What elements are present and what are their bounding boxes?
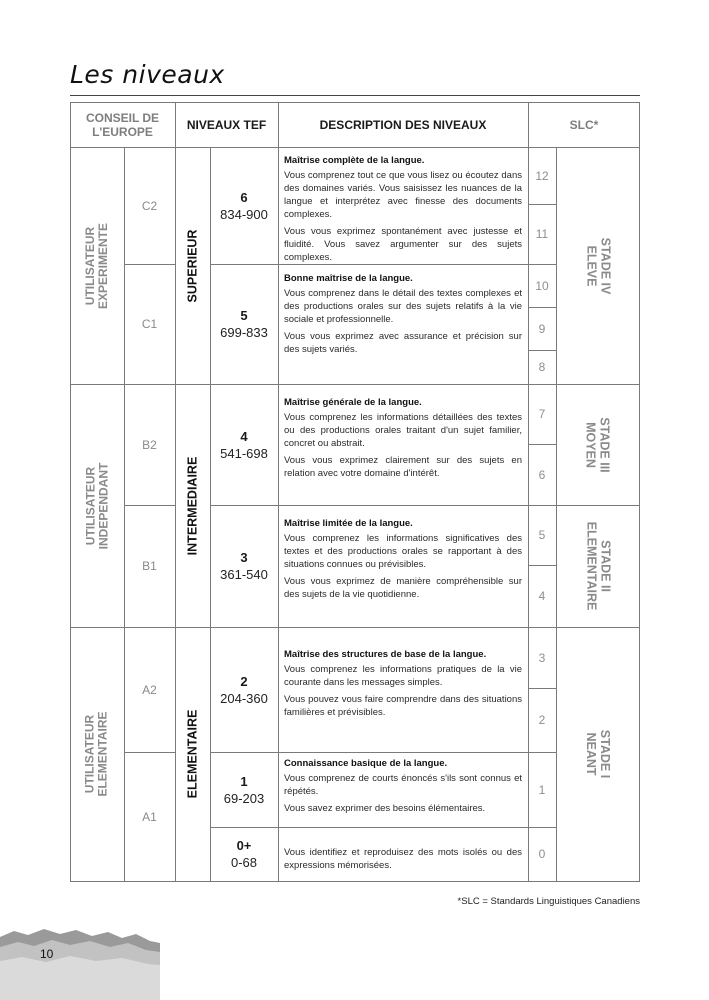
cecr-level-c1: C1 [141,317,158,331]
description-comprehension: Vous comprenez les informations détaillées des textes ou des productions orales traitant d'un sujet familier, concret ou abstrait. [284,412,522,449]
tef-level-number: 4 [240,428,248,444]
tef-score-range: 541-698 [220,445,268,461]
slc-number-7: 7 [538,407,546,421]
torn-paper-decoration [0,925,160,1000]
tef-level-6 [210,147,278,264]
band-superieur: SUPERIEUR [185,229,200,302]
tef-score-range: 69-203 [223,790,265,806]
slc-number-1: 1 [538,782,546,797]
slc-number-5: 5 [538,528,546,542]
title-underline [70,95,640,96]
description-title: Maîtrise limitée de la langue. [284,518,413,529]
description-title: Maîtrise complète de la langue. [284,155,425,166]
description-level-5 [284,272,522,360]
tef-level-2 [210,627,278,752]
slc-number-11: 11 [535,227,549,241]
stade-label: STADE II [598,540,613,592]
description-level-6 [284,154,522,268]
tef-score-range: 0-68 [230,855,258,870]
page-title: Les niveaux [70,60,225,89]
slc-number-8: 8 [538,360,546,374]
page-number: 10 [40,947,54,961]
tef-level-4 [210,384,278,505]
description-comprehension: Vous comprenez tout ce que vous lisez ou écoutez dans des domaines variés. Vous saisissez les nuances de la langue et interprétez avec finesse des documents complexes. [284,170,522,220]
description-expression: Vous vous exprimez spontanément avec justesse et fluidité. Vous savez argumenter sur des sujets complexes. [284,226,522,263]
description-title: Maîtrise des structures de base de la langue. [284,649,487,660]
slc-number-2: 2 [538,713,546,727]
tef-level-0-plus [210,827,278,881]
description-expression: Vous vous exprimez de manière compréhensible sur des sujets de la vie quotidienne. [284,576,522,600]
description-level-2 [284,648,522,723]
tef-level-number: 0+ [236,838,252,853]
stade-name: MOYEN [584,421,598,468]
description-expression: Vous pouvez vous faire comprendre dans des situations familières et prévisibles. [284,694,522,718]
user-independant: UTILISATEUR INDEPENDANT [83,462,111,549]
description-title: Connaissance basique de la langue. [284,758,448,769]
cecr-level-a2: A2 [142,682,157,697]
user-elementaire: UTILISATEUR ELEMENTAIRE [83,711,111,797]
tef-level-number: 5 [240,308,248,323]
slc-number-12: 12 [535,168,549,183]
slc-number-10: 10 [535,278,549,293]
slc-number-9: 9 [538,321,546,336]
levels-table [70,102,640,882]
stade-i [584,730,612,778]
stade-name: ELEVE [583,244,598,286]
description-expression: Vous vous exprimez avec assurance et précision sur des sujets variés. [284,331,522,355]
stade-label: STADE IV [597,237,612,294]
stade-label: STADE III [598,416,612,473]
tef-level-number: 2 [240,673,248,689]
description-comprehension: Vous comprenez les informations pratiques de la vie courante dans les messages simples. [284,664,522,688]
description-level-3 [284,517,522,605]
description-comprehension: Vous identifiez et reproduisez des mots isolés ou des expressions mémorisées. [284,847,522,871]
header-niveaux-tef: NIVEAUX TEF [186,117,267,132]
stade-iv [584,237,612,294]
tef-level-number: 1 [240,773,248,789]
description-comprehension: Vous comprenez les informations significatives des textes et des productions orales se rapportant à des situations connues ou prévisibles. [284,533,522,570]
stade-ii [584,522,612,611]
band-intermediaire: INTERMEDIAIRE [185,456,200,555]
footnote: *SLC = Standards Linguistiques Canadiens [457,896,640,907]
description-comprehension: Vous comprenez dans le détail des textes complexes et des productions orales sur des sujets relatifs à la vie sociale et professionnelle. [284,288,522,325]
description-title: Maîtrise générale de la langue. [284,397,422,408]
slc-number-6: 6 [538,467,546,482]
cecr-level-a1: A1 [142,809,157,824]
tef-score-range: 834-900 [220,206,268,222]
tef-level-number: 3 [240,550,248,565]
tef-level-5 [210,264,278,384]
tef-score-range: 699-833 [220,325,268,340]
tef-score-range: 361-540 [220,567,268,582]
header-slc: SLC* [569,117,599,132]
tef-level-1 [210,752,278,827]
header-description: DESCRIPTION DES NIVEAUX [319,117,487,132]
description-title: Bonne maîtrise de la langue. [284,273,413,284]
stade-name: ELEMENTAIRE [584,521,599,611]
cecr-level-b2: B2 [142,437,157,452]
tef-score-range: 204-360 [220,690,268,706]
stade-label: STADE I [597,729,612,779]
slc-number-3: 3 [538,650,546,665]
tef-level-3 [210,505,278,627]
slc-number-0: 0 [538,847,546,861]
description-comprehension: Vous comprenez de courts énoncés s'ils sont connus et répétés. [284,773,522,797]
description-expression: Vous vous exprimez clairement sur des sujets en relation avec votre domaine d'intérêt. [284,455,522,479]
slc-number-4: 4 [538,589,546,603]
tef-level-number: 6 [240,189,248,205]
stade-name: NEANT [583,732,598,776]
user-experimente: UTILISATEUR EXPERIMENTE [83,222,111,309]
cecr-level-c2: C2 [141,198,158,213]
description-level-0-plus [284,846,522,876]
band-elementaire: ELEMENTAIRE [185,709,200,799]
description-level-4 [284,396,522,484]
description-expression: Vous savez exprimer des besoins élémentaires. [284,803,486,814]
header-conseil-europe: CONSEIL DE L'EUROPE [85,110,160,139]
description-level-1 [284,757,522,819]
cecr-level-b1: B1 [142,559,157,573]
stade-iii [584,417,612,472]
